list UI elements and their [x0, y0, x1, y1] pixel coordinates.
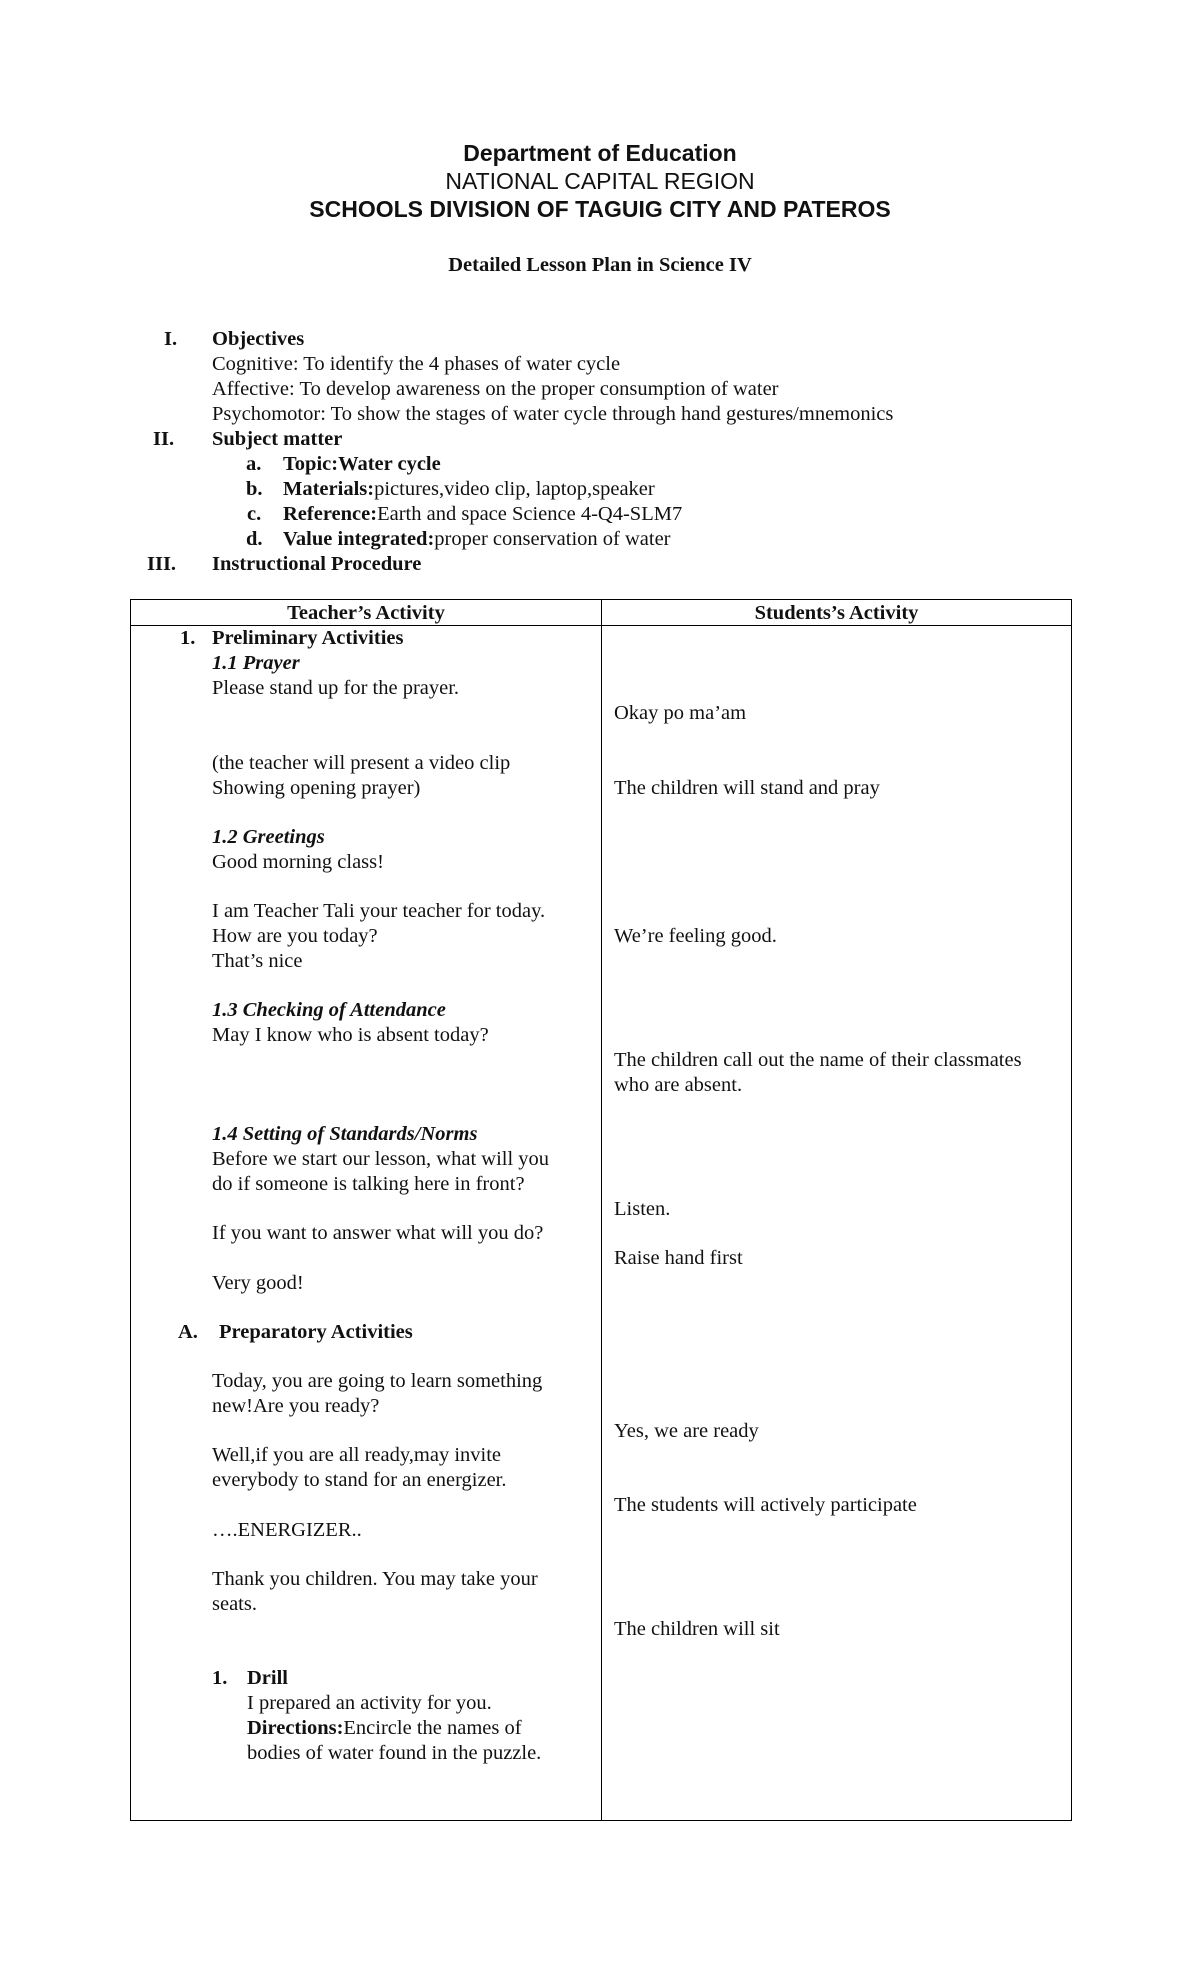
student-response: The children will sit — [614, 1618, 780, 1640]
procedure-title: Instructional Procedure — [212, 553, 422, 575]
drill-directions: Directions:Encircle the names of — [247, 1717, 522, 1739]
region-title: NATIONAL CAPITAL REGION — [445, 168, 755, 194]
teacher-line: Showing opening prayer) — [212, 777, 421, 799]
prayer-heading: 1.1 Prayer — [212, 652, 300, 674]
department-title: Department of Education — [463, 140, 737, 166]
objectives-numeral: I. — [164, 328, 178, 350]
subject-matter-title: Subject matter — [212, 428, 343, 450]
teacher-line: I prepared an activity for you. — [247, 1692, 492, 1714]
subject-item-value: Value integrated:proper conservation of water — [283, 528, 671, 550]
subject-item-letter: c. — [247, 503, 262, 525]
drill-number: 1. — [212, 1667, 228, 1689]
teacher-line: Good morning class! — [212, 851, 384, 873]
teacher-line: If you want to answer what will you do? — [212, 1222, 544, 1244]
student-response: who are absent. — [614, 1074, 743, 1096]
prelim-number: 1. — [180, 627, 196, 649]
student-activity-header: Students’s Activity — [754, 602, 919, 624]
teacher-line: I am Teacher Tali your teacher for today. — [212, 900, 546, 922]
objective-cognitive: Cognitive: To identify the 4 phases of water cycle — [212, 353, 621, 375]
preparatory-title: Preparatory Activities — [219, 1321, 413, 1343]
table-column-divider — [601, 599, 602, 1821]
norms-heading: 1.4 Setting of Standards/Norms — [212, 1123, 478, 1145]
objectives-title: Objectives — [212, 328, 305, 350]
subject-item-letter: a. — [246, 453, 262, 475]
objective-psychomotor: Psychomotor: To show the stages of water cycle through hand gestures/mnemonics — [212, 403, 894, 425]
student-response: The students will actively participate — [614, 1494, 917, 1516]
teacher-line: Today, you are going to learn something — [212, 1370, 543, 1392]
teacher-activity-header: Teacher’s Activity — [287, 602, 445, 624]
table-border-right — [1071, 599, 1072, 1821]
teacher-line: Before we start our lesson, what will you — [212, 1148, 550, 1170]
teacher-line: ….ENERGIZER.. — [212, 1519, 362, 1541]
drill-title: Drill — [247, 1667, 288, 1689]
division-title: SCHOOLS DIVISION OF TAGUIG CITY AND PATEROS — [309, 196, 891, 222]
subject-item-reference: Reference:Earth and space Science 4-Q4-SLM7 — [283, 503, 683, 525]
table-border-left — [130, 599, 131, 1821]
teacher-line: Thank you children. You may take your — [212, 1568, 538, 1590]
teacher-line: Please stand up for the prayer. — [212, 677, 460, 699]
preparatory-letter: A. — [178, 1321, 198, 1343]
teacher-line: How are you today? — [212, 925, 378, 947]
prelim-title: Preliminary Activities — [212, 627, 404, 649]
teacher-line: Well,if you are all ready,may invite — [212, 1444, 502, 1466]
teacher-line: (the teacher will present a video clip — [212, 752, 511, 774]
teacher-line: Very good! — [212, 1272, 304, 1294]
subject-item-letter: b. — [246, 478, 263, 500]
teacher-line: seats. — [212, 1593, 257, 1615]
student-response: Yes, we are ready — [614, 1420, 759, 1442]
teacher-line: everybody to stand for an energizer. — [212, 1469, 507, 1491]
attendance-heading: 1.3 Checking of Attendance — [212, 999, 446, 1021]
procedure-numeral: III. — [147, 553, 177, 575]
objective-affective: Affective: To develop awareness on the proper consumption of water — [212, 378, 779, 400]
student-response: Raise hand first — [614, 1247, 743, 1269]
subject-matter-numeral: II. — [153, 428, 175, 450]
teacher-line: bodies of water found in the puzzle. — [247, 1742, 542, 1764]
student-response: The children call out the name of their classmates — [614, 1049, 1022, 1071]
teacher-line: That’s nice — [212, 950, 303, 972]
student-response: Listen. — [614, 1198, 671, 1220]
teacher-line: new!Are you ready? — [212, 1395, 380, 1417]
student-response: The children will stand and pray — [614, 777, 880, 799]
subject-item-letter: d. — [246, 528, 263, 550]
subject-item-materials: Materials:pictures,video clip, laptop,speaker — [283, 478, 655, 500]
student-response: Okay po ma’am — [614, 702, 747, 724]
subject-item-topic: Topic:Water cycle — [283, 453, 441, 475]
plan-title: Detailed Lesson Plan in Science IV — [448, 254, 752, 276]
teacher-line: May I know who is absent today? — [212, 1024, 489, 1046]
greetings-heading: 1.2 Greetings — [212, 826, 325, 848]
teacher-line: do if someone is talking here in front? — [212, 1173, 525, 1195]
student-response: We’re feeling good. — [614, 925, 777, 947]
